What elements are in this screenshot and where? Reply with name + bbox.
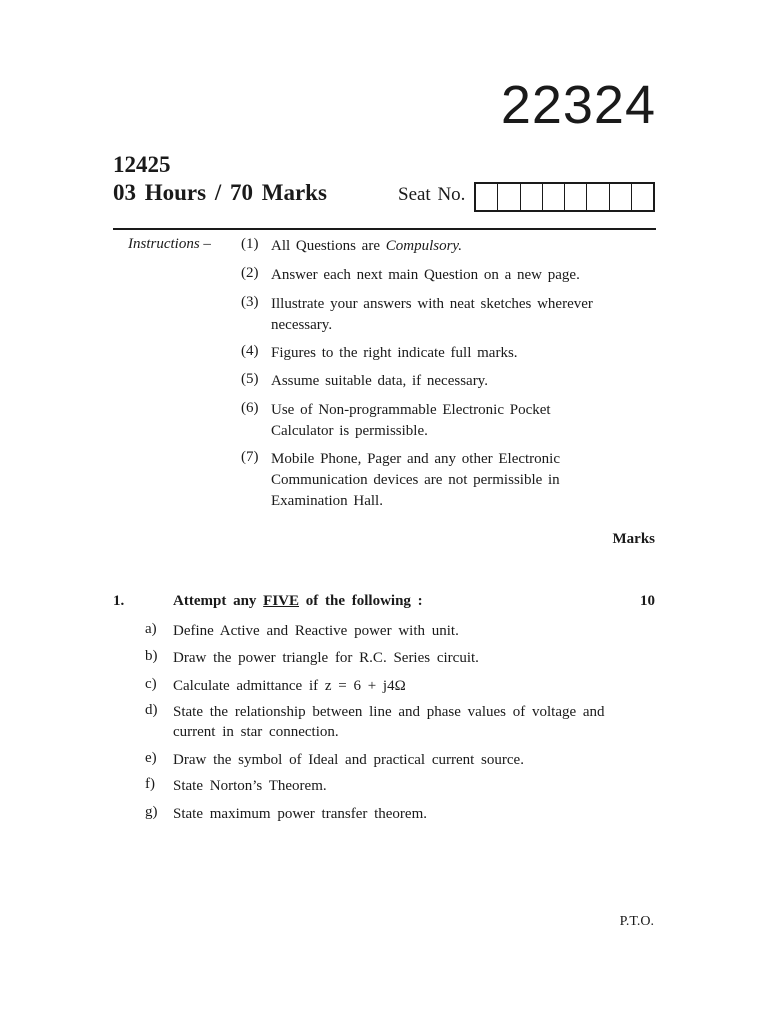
question-text	[173, 593, 423, 610]
seat-box	[587, 184, 609, 210]
seat-number-label: Seat No.	[398, 184, 466, 205]
paper-code: 22324	[500, 75, 656, 135]
instruction-number: (6)	[241, 400, 259, 416]
instruction-text-plain: All Questions are	[271, 238, 386, 254]
sub-question-text: Draw the power triangle for R.C. Series circuit.	[173, 650, 479, 666]
sub-question-label: e)	[145, 750, 157, 766]
subject-code: 12425	[113, 152, 171, 177]
instruction-number: (7)	[241, 449, 259, 465]
seat-box	[476, 184, 498, 210]
instruction-text: Figures to the right indicate full marks.	[271, 345, 518, 361]
instruction-text: Assume suitable data, if necessary.	[271, 373, 488, 389]
instruction-number: (1)	[241, 236, 259, 252]
please-turn-over: P.T.O.	[619, 914, 654, 929]
instruction-text: Illustrate your answers with neat sketches wherever necessary.	[271, 296, 593, 333]
instruction-text-italic: Compulsory.	[385, 238, 462, 254]
sub-question-label: g)	[145, 804, 158, 820]
seat-box	[498, 184, 520, 210]
seat-box	[565, 184, 587, 210]
sub-question-label: a)	[145, 621, 157, 637]
seat-number-boxes	[474, 182, 655, 212]
sub-question-text: State Norton’s Theorem.	[173, 778, 327, 794]
duration-marks: 03 Hours / 70 Marks	[113, 180, 327, 205]
question-prefix: Attempt any	[173, 593, 264, 609]
instruction-number: (3)	[241, 294, 259, 310]
instruction-text: Mobile Phone, Pager and any other Electronic Communication devices are not permissible in Examination Hall.	[271, 451, 561, 509]
marks-column-heading: Marks	[612, 531, 655, 547]
instruction-number: (4)	[241, 343, 259, 359]
header-divider	[113, 228, 656, 230]
sub-question-text: State maximum power transfer theorem.	[173, 806, 428, 822]
seat-box	[610, 184, 632, 210]
instruction-number: (2)	[241, 265, 259, 281]
seat-box	[521, 184, 543, 210]
sub-question-label: d)	[145, 702, 158, 718]
question-emphasis: FIVE	[263, 593, 299, 609]
question-suffix: of the following :	[299, 593, 423, 609]
sub-question-label: b)	[145, 648, 158, 664]
instruction-text	[271, 236, 639, 257]
sub-question-label: f)	[145, 776, 155, 792]
question-number: 1.	[113, 593, 125, 609]
sub-question-text: Draw the symbol of Ideal and practical current source.	[173, 752, 524, 768]
instructions-title: Instructions –	[128, 236, 211, 252]
sub-question-text: State the relationship between line and phase values of voltage and current in star connection.	[173, 704, 605, 740]
question-marks: 10	[640, 593, 655, 609]
instruction-text: Answer each next main Question on a new page.	[271, 267, 580, 283]
instruction-text: Use of Non-programmable Electronic Pocket Calculator is permissible.	[271, 402, 551, 439]
sub-question-text: Calculate admittance if z = 6 + j4Ω	[173, 678, 406, 694]
sub-question-label: c)	[145, 676, 157, 692]
instruction-number: (5)	[241, 371, 259, 387]
seat-box	[543, 184, 565, 210]
seat-box	[632, 184, 653, 210]
sub-question-text: Define Active and Reactive power with unit.	[173, 623, 459, 639]
